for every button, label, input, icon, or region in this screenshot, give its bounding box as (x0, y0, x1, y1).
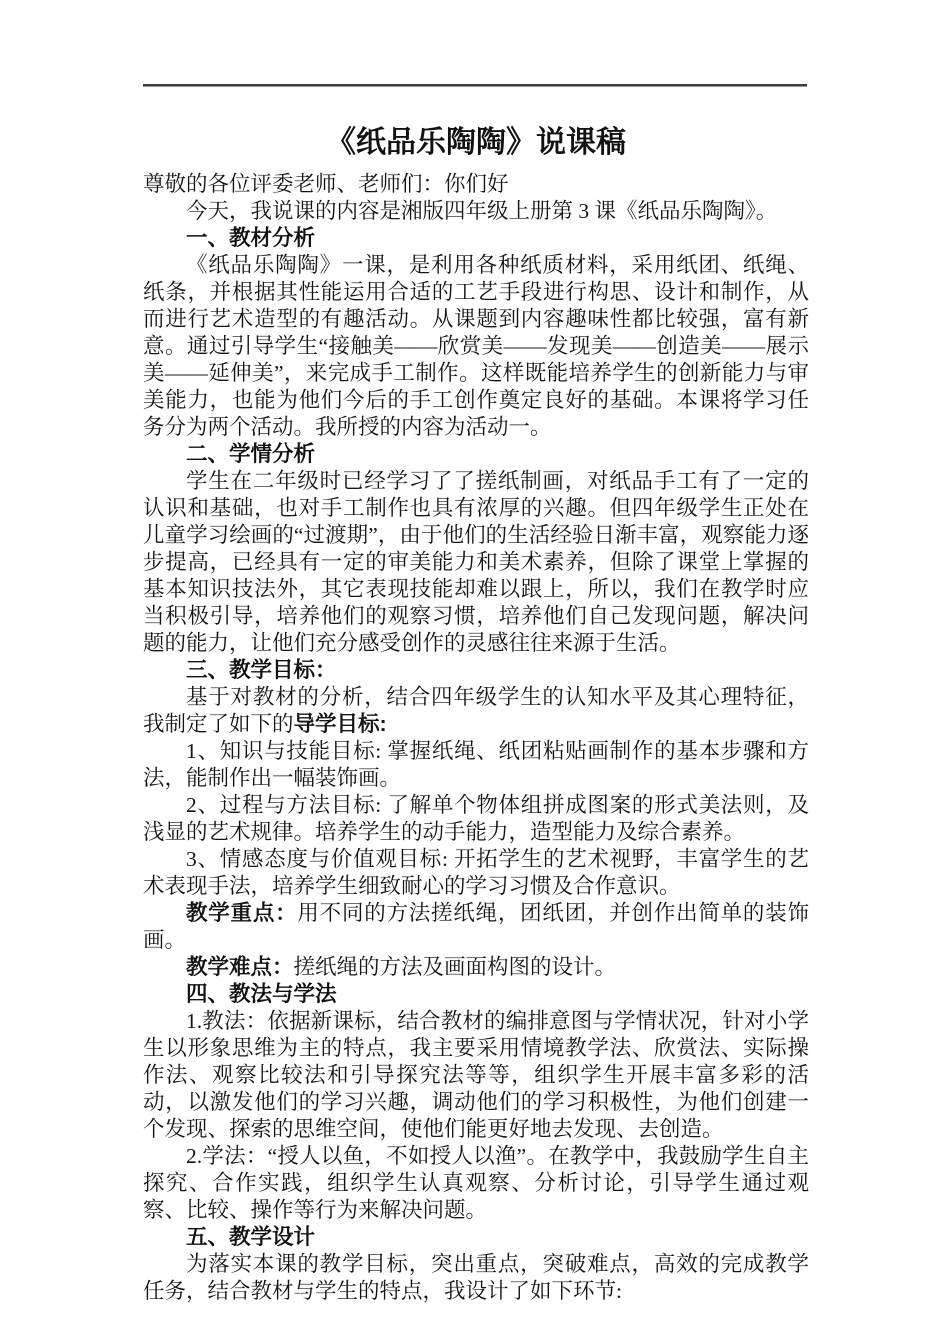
paragraph-learner-analysis: 学生在二年级时已经学习了了搓纸制画，对纸品手工有了一定的认识和基础，也对手工制作也具有浓厚的兴趣。但四年级学生正处在儿童学习绘画的“过渡期”，由于他们的生活经验日渐丰富，观察能力逐步提高，已经具有一定的审美能力和美术素养，但除了课堂上掌握的基本知识技法外，其它表现技能却难以跟上，所以，我们在教学时应当积极引导，培养他们的观察习惯，培养他们自己发现问题，解决问题的能力，让他们充分感受创作的灵感往往来源于生活。 (143, 469, 809, 655)
teaching-focus-text: 用不同的方法搓纸绳，团纸团，并创作出简单的装饰画。 (143, 901, 809, 952)
paragraph-objective-knowledge: 1、知识与技能目标: 掌握纸绳、纸团粘贴画制作的基本步骤和方法，能制作出一幅装饰画。 (143, 739, 809, 790)
paragraph-teaching-difficulty (143, 954, 809, 981)
heading-learner-analysis: 二、学情分析 (186, 442, 316, 466)
objectives-intro-lead: 基于对教材的分析，结合四年级学生的认知水平及其心理特征，我制定了如下的 (143, 685, 809, 736)
paragraph-objective-process: 2、过程与方法目标: 了解单个物体组拼成图案的形式美法则，及浅显的艺术规律。培养学生的动手能力，造型能力及综合素养。 (143, 793, 809, 844)
teaching-difficulty-label: 教学难点： (186, 955, 294, 979)
heading-teaching-design: 五、教学设计 (186, 1225, 316, 1249)
paragraph-material-analysis: 《纸品乐陶陶》一课，是利用各种纸质材料，采用纸团、纸绳、纸条，并根据其性能运用合适的工艺手段进行构思、设计和制作，从而进行艺术造型的有趣活动。从课题到内容趣味性都比较强，富有新意。通过引导学生“接触美——欣赏美——发现美——创造美——展示美——延伸美”，来完成手工制作。这样既能培养学生的创新能力与审美能力，也能为他们今后的手工创作奠定良好的基础。本课将学习任务分为两个活动。我所授的内容为活动一。 (143, 253, 809, 439)
paragraph-objectives-intro (143, 684, 809, 738)
objectives-intro-bold-label: 导学目标: (293, 712, 387, 736)
heading-material-analysis: 一、教材分析 (186, 226, 316, 250)
paragraph-teaching-focus (143, 900, 809, 954)
paragraph-objective-affective: 3、情感态度与价值观目标: 开拓学生的艺术视野，丰富学生的艺术表现手法，培养学生细致耐心的学习习惯及合作意识。 (143, 847, 809, 898)
header-rule-divider (143, 84, 807, 87)
document-title: 《纸品乐陶陶》说课稿 (326, 126, 626, 159)
teaching-focus-label: 教学重点： (186, 901, 298, 925)
paragraph-intro: 今天，我说课的内容是湘版四年级上册第 3 课《纸品乐陶陶》。 (186, 199, 778, 223)
paragraph-learning-methods: 2.学法：“授人以鱼，不如授人以渔”。在教学中，我鼓励学生自主探究、合作实践，组织学生认真观察、分析讨论，引导学生通过观察、比较、操作等行为来解决问题。 (143, 1144, 809, 1222)
paragraph-teaching-design: 为落实本课的教学目标，突出重点，突破难点，高效的完成教学任务，结合教材与学生的特点，我设计了如下环节: (143, 1252, 809, 1303)
teaching-difficulty-text: 搓纸绳的方法及画面构图的设计。 (293, 955, 617, 979)
heading-teaching-objectives: 三、教学目标： (186, 658, 337, 682)
document-content (143, 124, 809, 1305)
heading-methods: 四、教法与学法 (186, 982, 337, 1006)
paragraph-salutation: 尊敬的各位评委老师、老师们：你们好 (143, 172, 509, 196)
paragraph-teaching-methods: 1.教法：依据新课标，结合教材的编排意图与学情状况，针对小学生以形象思维为主的特点，我主要采用情境教学法、欣赏法、实际操作法、观察比较法和引导探究法等等，组织学生开展丰富多彩的活动，以激发他们的学习兴趣，调动他们的学习积极性，为他们创建一个发现、探索的思维空间，使他们能更好地去发现、去创造。 (143, 1009, 809, 1141)
